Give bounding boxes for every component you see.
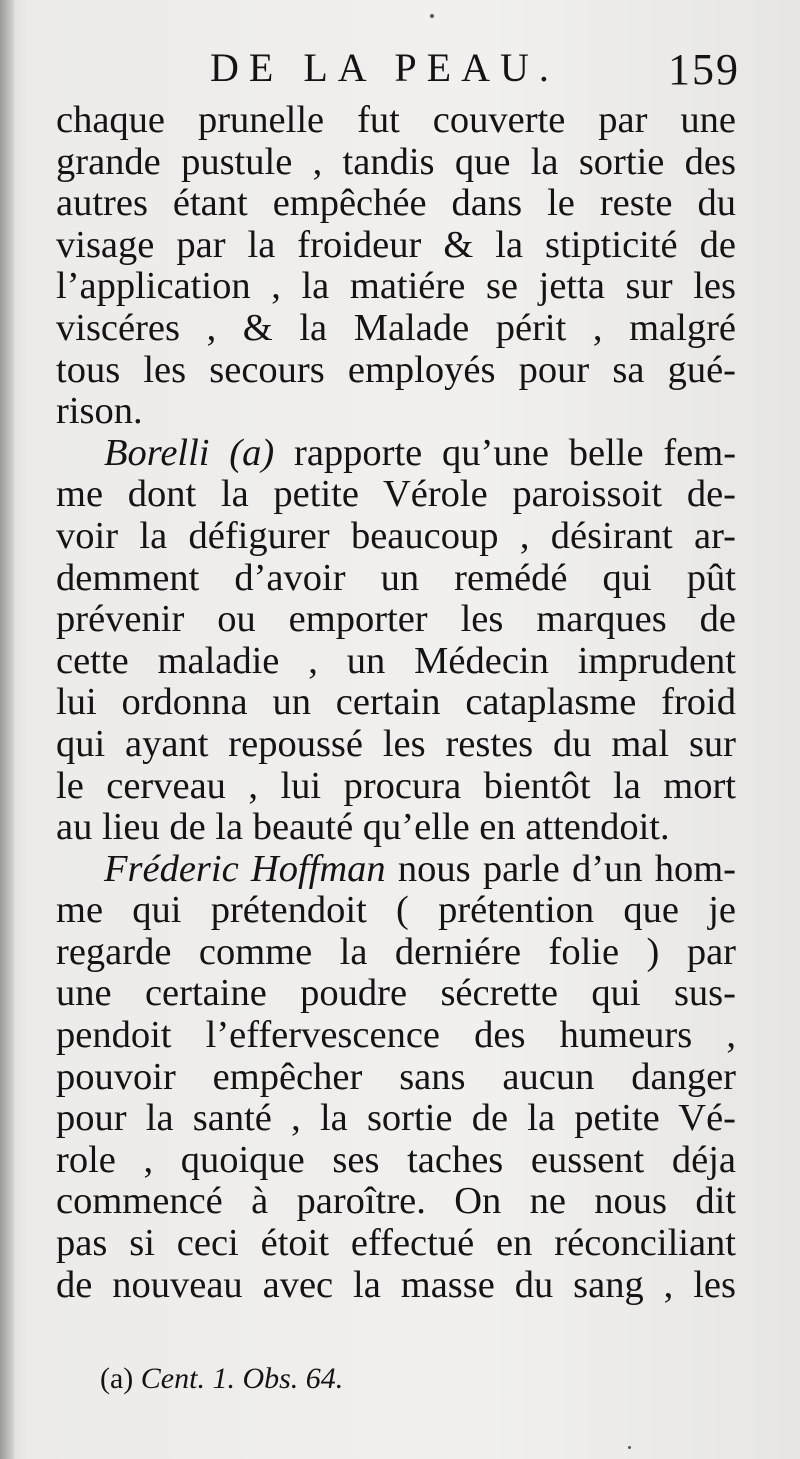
text-line: qui ayant repoussé les restes du mal sur	[56, 722, 736, 765]
text-line: role , quoique ses taches eussent déja	[56, 1138, 736, 1181]
text-line: tous les secours employés pour sa gué-	[56, 348, 736, 391]
paragraph-first-line	[56, 849, 736, 891]
text-line: grande pustule , tandis que la sortie des	[56, 140, 736, 183]
text-line: l’application , la matiére se jetta sur les	[56, 265, 736, 308]
text-line: regarde comme la derniére folie ) par	[56, 930, 736, 973]
text-line: me qui prétendoit ( prétention que je	[56, 889, 736, 932]
text-line: de nouveau avec la masse du sang , les	[56, 1263, 736, 1306]
footnote-marker: (a)	[100, 1362, 134, 1395]
text-line: rison.	[56, 390, 143, 433]
text-line: demment d’avoir un remédé qui pût	[56, 556, 736, 599]
text-line: chaque prunelle fut couverte par une	[56, 99, 736, 141]
text-line: pouvoir empêcher sans aucun danger	[56, 1055, 736, 1098]
text-line: voir la défigurer beaucoup , désirant ar-	[56, 514, 736, 557]
text-line: prévenir ou emporter les marques de	[56, 598, 736, 641]
text-line: me dont la petite Vérole paroissoit de-	[56, 473, 736, 516]
text-line: lui ordonna un certain cataplasme froid	[56, 681, 736, 724]
paragraph-first-line	[56, 433, 736, 475]
text-line: le cerveau , lui procura bientôt la mort	[56, 764, 736, 807]
print-speck	[628, 1446, 631, 1449]
text-line: une certaine poudre sécrette qui sus-	[56, 972, 736, 1015]
text-line: pour la santé , la sortie de la petite Vé-	[56, 1097, 736, 1140]
page-header	[60, 44, 740, 104]
page-number: 159	[668, 45, 740, 94]
body-text	[56, 100, 736, 1306]
text-line: cette maladie , un Médecin imprudent	[56, 639, 736, 682]
text-fragment: nous parle d’un hom-	[397, 847, 737, 890]
text-fragment: rapporte qu’une belle fem-	[294, 431, 737, 474]
text-line: autres étant empêchée dans le reste du	[56, 182, 736, 225]
footnote-citation: Cent. 1. Obs. 64.	[140, 1362, 344, 1395]
page-gutter-shadow	[0, 0, 14, 1459]
text-line: pas si ceci étoit effectué en réconciliant	[56, 1222, 736, 1265]
text-line: commencé à paroître. On ne nous dit	[56, 1180, 736, 1223]
footnote	[100, 1362, 343, 1396]
author-name: Borelli	[104, 431, 210, 474]
text-line: visage par la froideur & la stipticité de	[56, 223, 736, 266]
author-name: Fréderic Hoffman	[104, 847, 386, 890]
print-speck	[430, 14, 434, 18]
text-line: viscéres , & la Malade périt , malgré	[56, 306, 736, 349]
running-title: DE LA PEAU.	[210, 45, 559, 90]
footnote-reference[interactable]: (a)	[229, 431, 275, 474]
text-line: au lieu de la beauté qu’elle en attendoit.	[56, 806, 670, 849]
text-line: pendoit l’effervescence des humeurs ,	[56, 1014, 736, 1057]
